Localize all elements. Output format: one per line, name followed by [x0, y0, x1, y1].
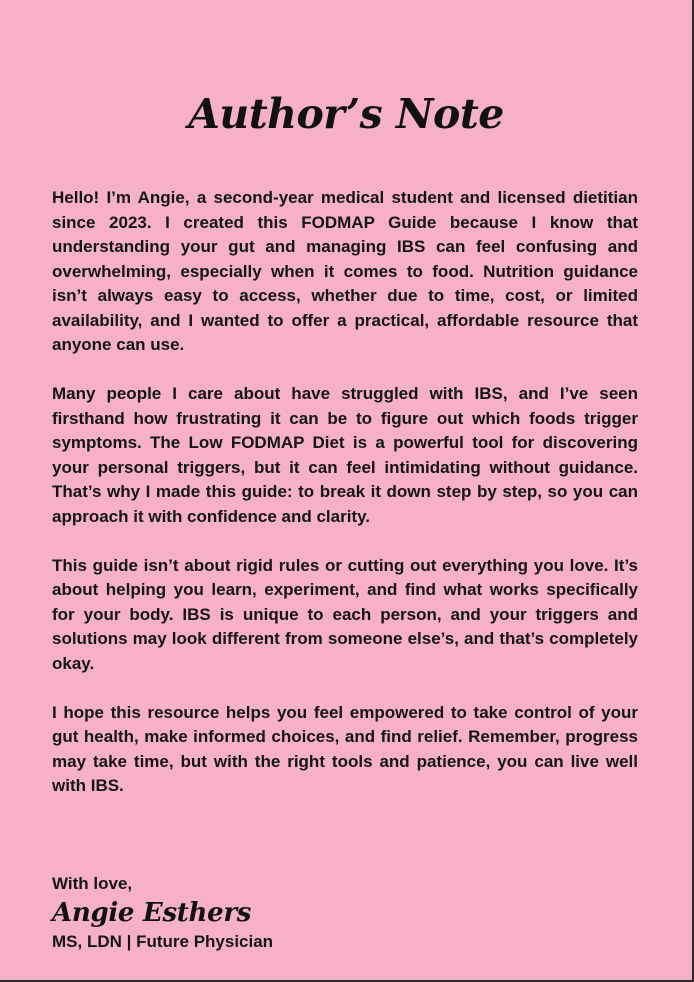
paragraph-approach: This guide isn’t about rigid rules or cutting out everything you love. It’s about helping you learn, experiment, and find what works specifically for your body. IBS is unique to each person, and your triggers and solutions may look different from someone else’s, and that’s completely okay. — [52, 555, 638, 673]
paragraph-motivation: Many people I care about have struggled with IBS, and I’ve seen firsthand how frustrating it can be to figure out which foods trigger symptoms. The Low FODMAP Diet is a powerful tool for discovering your personal triggers, but it can feel intimidating without guidance. That’s why I made this guide: to break it down step by step, so you can approach it with confidence and clarity. — [52, 384, 638, 526]
paragraph-intro: Hello! I’m Angie, a second-year medical student and licensed dietitian since 2023. I created this FODMAP Guide because I know that understanding your gut and managing IBS can feel confusing and overwhelming, especially when it comes to food. Nutrition guidance isn’t always easy to access, whether due to time, cost, or limited availability, and I wanted to offer a practical, affordable resource that anyone can use. — [52, 188, 638, 354]
sign-off: With love, — [52, 874, 133, 893]
closing-block — [52, 872, 552, 954]
page-title: Author’s Note — [188, 90, 504, 138]
note-body — [52, 186, 638, 823]
paragraph-hope: I hope this resource helps you feel empowered to take control of your gut health, make informed choices, and find relief. Remember, progress may take time, but with the right tools and patience, you can live well with IBS. — [52, 702, 638, 795]
author-credentials: MS, LDN | Future Physician — [52, 932, 274, 951]
author-signature: Angie Esthers — [52, 898, 252, 928]
